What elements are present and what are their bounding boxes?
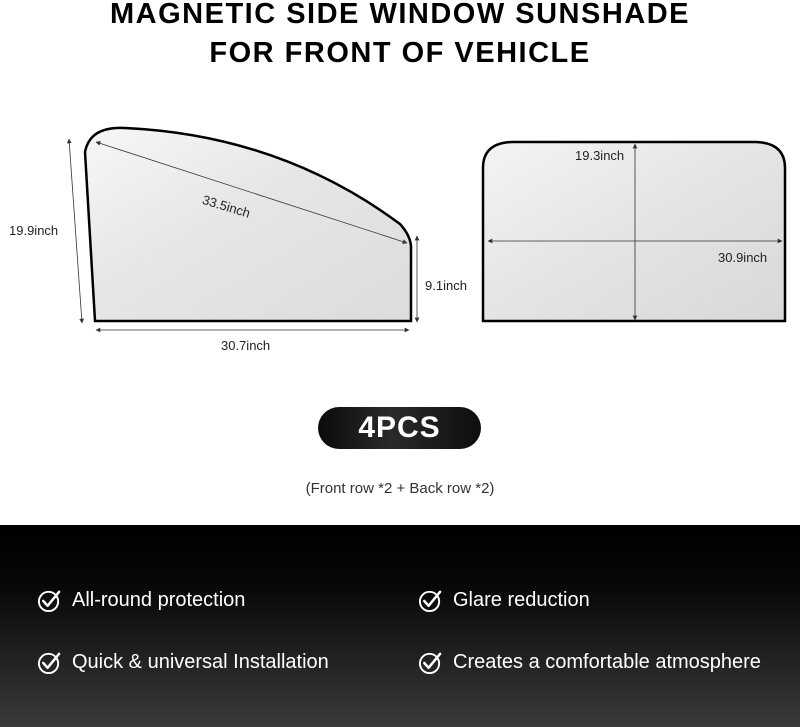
front-width-label: 30.7inch bbox=[221, 338, 271, 353]
front-diagonal-label: 33.5inch bbox=[200, 192, 253, 221]
quantity-note: (Front row *2 + Back row *2) bbox=[305, 480, 495, 497]
feature-label: Quick & universal Installation bbox=[72, 651, 329, 673]
feature-label: Creates a comfortable atmosphere bbox=[453, 651, 761, 673]
front-shade-panel bbox=[85, 128, 411, 321]
check-circle-icon bbox=[37, 588, 62, 613]
feature-label: All-round protection bbox=[72, 589, 246, 611]
feature-item bbox=[37, 588, 245, 613]
feature-band bbox=[0, 525, 800, 727]
check-circle-icon bbox=[418, 588, 443, 613]
feature-item bbox=[37, 650, 329, 675]
page-title-line-2: FOR FRONT OF VEHICLE bbox=[209, 37, 591, 69]
rear-width-label: 30.9inch bbox=[718, 250, 768, 265]
rear-shade-panel bbox=[483, 142, 785, 321]
feature-label: Glare reduction bbox=[453, 589, 590, 611]
quantity-badge: 4PCS bbox=[318, 407, 481, 449]
front-right-height-label: 9.1inch bbox=[425, 278, 467, 293]
front-height-arrow bbox=[69, 139, 82, 323]
front-height-label: 19.9inch bbox=[9, 223, 59, 238]
check-circle-icon bbox=[418, 650, 443, 675]
page-title-line-1: MAGNETIC SIDE WINDOW SUNSHADE bbox=[110, 0, 690, 30]
feature-item bbox=[418, 650, 761, 675]
check-circle-icon bbox=[37, 650, 62, 675]
rear-height-label: 19.3inch bbox=[575, 148, 625, 163]
feature-item bbox=[418, 588, 590, 613]
dimension-diagram bbox=[0, 110, 800, 340]
